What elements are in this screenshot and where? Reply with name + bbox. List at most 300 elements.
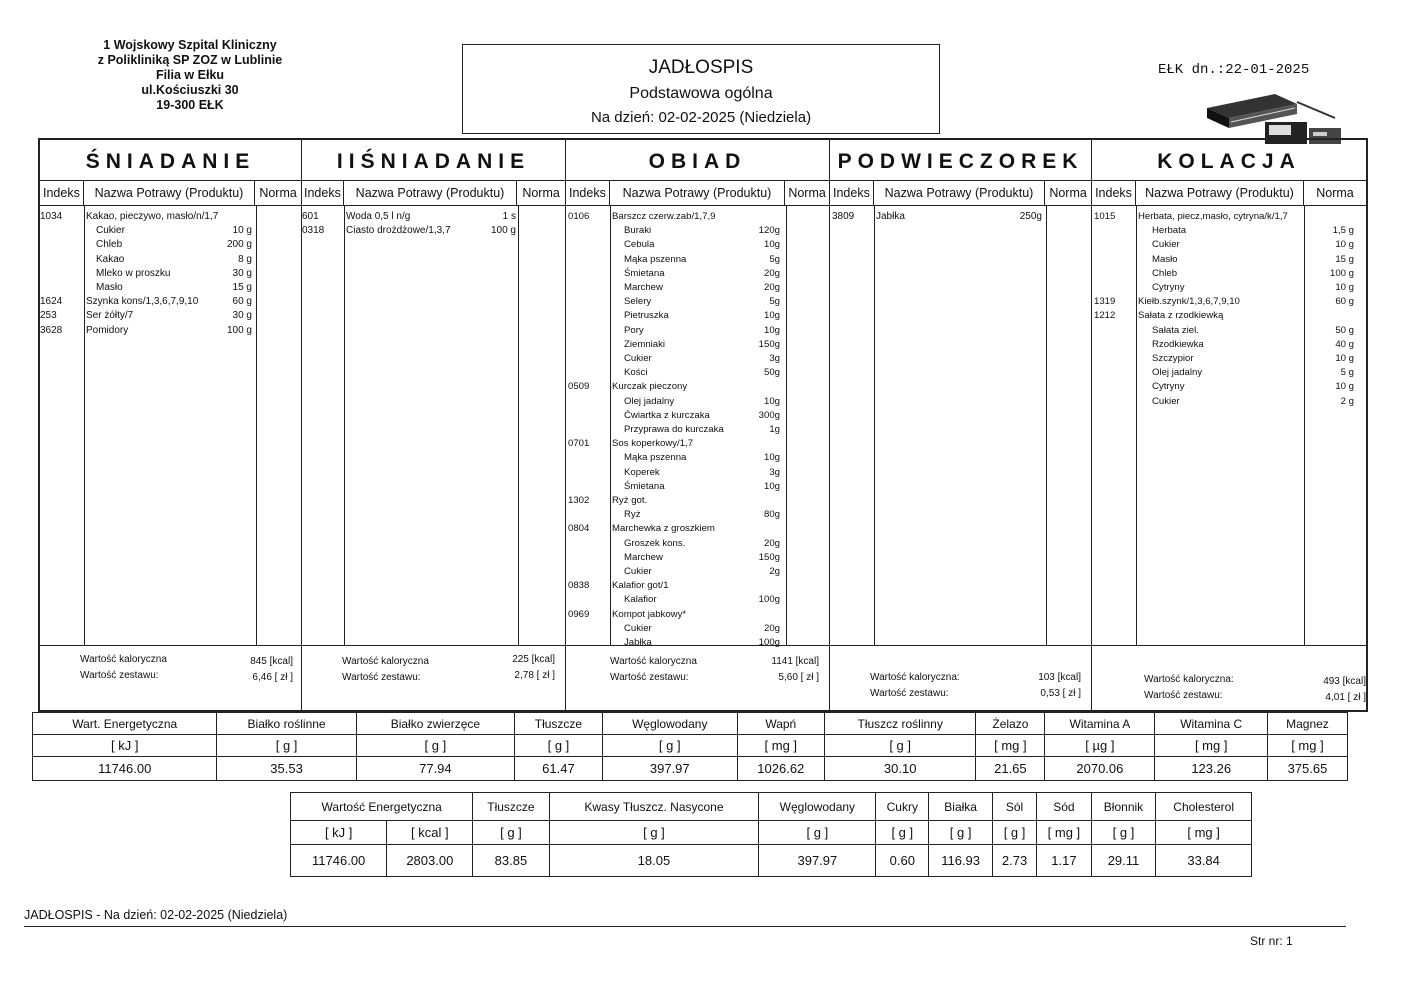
menu-item-row (566, 466, 829, 480)
item-norm: 3g (769, 353, 780, 364)
item-index: 1319 (1094, 296, 1116, 308)
item-index: 0509 (568, 381, 590, 393)
item-norm: 30 g (232, 310, 252, 322)
nutrition-unit-row (291, 821, 1252, 845)
item-norm: 10 g (1335, 353, 1354, 364)
nutrient-value: 11746.00 (33, 757, 217, 781)
nutrient-name: Cukry (876, 793, 929, 821)
item-norm: 250g (1019, 211, 1042, 222)
item-index: 0969 (568, 608, 590, 620)
item-name: Pory (624, 324, 644, 336)
meal-summary (566, 645, 829, 710)
menu-item-row (1092, 352, 1366, 366)
menu-item-row (1092, 295, 1366, 309)
item-norm: 10 g (1335, 381, 1354, 393)
item-index: 3628 (40, 324, 63, 336)
nutrient-name: Witamina A (1045, 713, 1155, 735)
item-name: Kości (624, 367, 648, 379)
item-norm: 5g (769, 296, 780, 308)
item-norm: 8 g (238, 253, 252, 265)
item-name: Ryż got. (612, 495, 648, 506)
item-name: Barszcz czerw.zab/1,7,9 (612, 211, 716, 222)
nutrient-value: 1026.62 (737, 757, 824, 781)
cost-label: Wartość zestawu: (610, 672, 689, 683)
menu-item-row (566, 537, 829, 551)
item-norm: 20g (763, 622, 780, 634)
item-norm: 1,5 g (1332, 225, 1354, 237)
item-norm: 40 g (1335, 338, 1354, 350)
item-name: Herbata (1152, 225, 1187, 237)
meal-title: OBIAD (566, 140, 829, 181)
nutrient-unit: [ g ] (356, 735, 514, 757)
header-index: Indeks (566, 181, 610, 205)
item-name: Kakao (96, 253, 125, 265)
nutrient-unit: [ mg ] (737, 735, 824, 757)
item-norm: 50 g (1335, 324, 1354, 336)
meal-summary (40, 645, 301, 710)
nutrient-name: Białka (929, 793, 993, 821)
cost-label: Wartość zestawu: (80, 670, 159, 681)
meal-title: IIŚNIADANIE (302, 140, 565, 181)
item-name: Sałata ziel. (1152, 324, 1199, 336)
menu-item-row (1092, 253, 1366, 267)
cost-value: 5,60 [ zł ] (778, 672, 819, 683)
item-name: Cebula (624, 239, 655, 251)
item-norm: 5g (769, 253, 780, 265)
menu-item-row (566, 423, 829, 437)
nutrient-unit: [ mg ] (1267, 735, 1347, 757)
nutrient-unit: [ g ] (929, 821, 993, 845)
menu-item-row (566, 494, 829, 508)
nutrient-name: Sód (1037, 793, 1092, 821)
item-norm: 10 g (232, 225, 252, 237)
item-index: 0701 (568, 438, 590, 450)
nutrient-name: Białko zwierzęce (356, 713, 514, 735)
meal-items (566, 206, 829, 646)
item-norm: 30 g (232, 267, 252, 279)
item-name: Kurczak pieczony (612, 381, 688, 393)
column-header-row (40, 181, 301, 206)
column-header-row (1092, 181, 1366, 206)
item-norm: 20g (763, 282, 780, 293)
item-norm: 100 g (490, 225, 516, 237)
nutrition-table-1 (32, 712, 1348, 781)
menu-item-row (1092, 210, 1366, 224)
item-name: Ćwiartka z kurczaka (624, 409, 710, 421)
nutrient-value: 0.60 (876, 845, 929, 877)
item-norm: 20g (763, 537, 780, 549)
cost-value: 4,01 [ zł ] (1325, 692, 1366, 703)
nutrient-value: 397.97 (602, 757, 737, 781)
kcal-value: 103 [kcal] (1038, 672, 1081, 683)
menu-item-row (1092, 395, 1366, 409)
item-name: Cukier (96, 225, 125, 237)
item-norm: 80g (763, 509, 780, 521)
item-index: 0838 (568, 580, 590, 592)
cost-label: Wartość zestawu: (870, 688, 949, 699)
header-index: Indeks (302, 181, 344, 205)
hospital-line: Filia w Ełku (155, 68, 225, 82)
title-box (462, 44, 940, 134)
item-name: Kompot jabkowy* (612, 608, 687, 620)
menu-item-row (1092, 267, 1366, 281)
meal-second-breakfast (302, 140, 566, 710)
menu-item-row (566, 338, 829, 352)
menu-item-row (1092, 366, 1366, 380)
menu-item-row (566, 480, 829, 494)
menu-item-row (40, 324, 301, 338)
item-norm: 5 g (1340, 367, 1354, 379)
item-name: Kakao, pieczywo, masło/n/1,7 (86, 211, 219, 222)
kcal-value: 845 [kcal] (250, 656, 293, 667)
nutrient-value: 2.73 (993, 845, 1037, 877)
nutrient-name: Węglowodany (602, 713, 737, 735)
nutrient-name: Magnez (1267, 713, 1347, 735)
nutrient-name: Cholesterol (1156, 793, 1252, 821)
meal-title: KOLACJA (1092, 140, 1366, 181)
cost-label: Wartość zestawu: (1144, 690, 1223, 701)
menu-item-row (566, 451, 829, 465)
item-index: 0106 (568, 211, 590, 222)
meal-lunch (566, 140, 830, 710)
header-index: Indeks (40, 181, 84, 205)
header-name: Nazwa Potrawy (Produktu) (1136, 181, 1304, 205)
menu-item-row (566, 324, 829, 338)
menu-item-row (1092, 324, 1366, 338)
kcal-value: 493 [kcal] (1323, 676, 1366, 687)
kcal-label: Wartość kaloryczna (342, 656, 429, 667)
item-norm: 10g (763, 395, 780, 407)
kcal-value: 1141 [kcal] (771, 656, 819, 667)
menu-item-row (566, 522, 829, 536)
menu-item-row (566, 253, 829, 267)
item-name: Cytryny (1152, 282, 1185, 293)
item-name: Selery (624, 296, 652, 308)
column-header-row (566, 181, 829, 206)
menu-item-row (40, 210, 301, 224)
item-name: Herbata, piecz,masło, cytryna/k/1,7 (1138, 211, 1288, 222)
nutrition-table-2 (290, 792, 1252, 877)
kcal-label: Wartość kaloryczna: (870, 672, 960, 683)
nutrient-unit: [ g ] (759, 821, 876, 845)
item-name: Przyprawa do kurczaka (624, 424, 724, 435)
kcal-label: Wartość kaloryczna (610, 656, 697, 667)
nutrient-unit: [ g ] (876, 821, 929, 845)
menu-item-row (1092, 380, 1366, 394)
menu-item-row (1092, 238, 1366, 252)
item-name: Jabłka (624, 637, 652, 648)
nutrient-unit: [ mg ] (976, 735, 1045, 757)
menu-item-row (40, 295, 301, 309)
header-index: Indeks (830, 181, 874, 205)
item-norm: 10 g (1335, 282, 1354, 293)
nutrient-unit: [ g ] (993, 821, 1037, 845)
nutrient-value: 116.93 (929, 845, 993, 877)
meal-items (830, 206, 1091, 646)
item-name: Śmietana (624, 267, 665, 279)
menu-item-row (566, 380, 829, 394)
item-index: 253 (40, 310, 57, 322)
nutrient-value: 2070.06 (1045, 757, 1155, 781)
item-norm: 1 s (502, 211, 516, 222)
item-norm: 15 g (232, 282, 252, 293)
nutrient-unit: [ g ] (1091, 821, 1156, 845)
menu-grid (38, 138, 1368, 712)
nutrient-name: Wapń (737, 713, 824, 735)
item-index: 0804 (568, 523, 590, 535)
item-name: Cukier (1152, 395, 1180, 407)
nutrient-value: 1.17 (1037, 845, 1092, 877)
item-name: Chleb (96, 239, 123, 251)
nutrient-value: 83.85 (473, 845, 549, 877)
nutrient-name: Tłuszcze (515, 713, 603, 735)
item-norm: 100 g (226, 324, 252, 336)
menu-item-row (40, 281, 301, 295)
menu-item-row (566, 352, 829, 366)
item-norm: 60 g (232, 296, 252, 308)
item-name: Sałata z rzodkiewką (1138, 310, 1224, 322)
cost-value: 2,78 [ zł ] (514, 670, 555, 681)
item-norm: 2g (769, 566, 780, 577)
meal-title: ŚNIADANIE (40, 140, 301, 181)
item-name: Marchew (624, 282, 663, 293)
menu-item-row (1092, 281, 1366, 295)
item-norm: 60 g (1335, 296, 1354, 308)
item-index: 3809 (832, 211, 855, 222)
menu-date: Na dzień: 02-02-2025 (Niedziela) (590, 109, 812, 126)
item-index: 1624 (40, 296, 63, 308)
menu-item-row (1092, 224, 1366, 238)
item-norm: 10g (763, 239, 780, 251)
meal-title: PODWIECZOREK (830, 140, 1091, 181)
city-date: EŁK dn.:22-01-2025 (1158, 62, 1310, 78)
item-norm: 100 g (1329, 267, 1354, 279)
item-name: Szynka kons/1,3,6,7,9,10 (86, 296, 199, 308)
menu-item-row (566, 593, 829, 607)
header-index: Indeks (1092, 181, 1136, 205)
menu-item-row (40, 267, 301, 281)
nutrient-name: Kwasy Tłuszcz. Nasycone (549, 793, 759, 821)
item-name: Koperek (624, 466, 660, 478)
nutrient-name: Wart. Energetyczna (33, 713, 217, 735)
menu-item-row (566, 437, 829, 451)
column-header-row (830, 181, 1091, 206)
nutrient-name: Sól (993, 793, 1037, 821)
item-norm: 300g (758, 409, 780, 421)
item-name: Cukier (624, 353, 652, 364)
item-name: Masło (1152, 253, 1178, 265)
item-name: Ciasto drożdżowe/1,3,7 (346, 225, 451, 237)
item-name: Chleb (1152, 267, 1178, 279)
menu-item-row (566, 210, 829, 224)
item-name: Kiełb.szynk/1,3,6,7,9,10 (1138, 296, 1240, 308)
meal-summary (1092, 645, 1366, 710)
meal-afternoon-snack (830, 140, 1092, 710)
item-name: Woda 0,5 l n/g (346, 211, 411, 222)
item-norm: 120g (758, 225, 780, 237)
page-title: JADŁOSPIS (648, 57, 754, 78)
item-name: Cukier (624, 622, 652, 634)
item-name: Kalafior (624, 594, 657, 606)
nutrient-value: 77.94 (356, 757, 514, 781)
menu-item-row (40, 309, 301, 323)
nutrient-name: Wartość Energetyczna (291, 793, 473, 821)
item-name: Sos koperkowy/1,7 (612, 438, 694, 450)
nutrient-value: 35.53 (217, 757, 356, 781)
nutrient-name: Błonnik (1091, 793, 1156, 821)
page-footer-text: JADŁOSPIS - Na dzień: 02-02-2025 (Niedziela) (24, 908, 288, 922)
kcal-value: 225 [kcal] (512, 654, 555, 665)
item-name: Rzodkiewka (1152, 338, 1204, 350)
nutrient-unit: [ g ] (473, 821, 549, 845)
menu-item-row (566, 309, 829, 323)
menu-item-row (566, 366, 829, 380)
item-norm: 2 g (1340, 395, 1354, 407)
cost-value: 6,46 [ zł ] (252, 672, 293, 683)
meal-summary (302, 645, 565, 710)
header-name: Nazwa Potrawy (Produktu) (874, 181, 1045, 205)
nutrient-unit: [ g ] (515, 735, 603, 757)
item-name: Kalafior got/1 (612, 580, 669, 592)
nutrient-name: Białko roślinne (217, 713, 356, 735)
menu-item-row (566, 608, 829, 622)
meal-summary (830, 645, 1091, 710)
menu-item-row (566, 224, 829, 238)
hospital-line: ul.Kościuszki 30 (141, 83, 239, 97)
item-norm: 150g (758, 338, 780, 350)
nutrient-unit: [ kJ ] (33, 735, 217, 757)
item-name: Cukier (624, 566, 652, 577)
header-norm: Norma (788, 186, 826, 200)
nutrient-value: 123.26 (1155, 757, 1267, 781)
menu-item-row (1092, 338, 1366, 352)
item-index: 1015 (1094, 211, 1116, 222)
menu-item-row (566, 409, 829, 423)
item-norm: 150g (758, 551, 780, 563)
nutrition-unit-row (33, 735, 1348, 757)
nutrition-value-row (291, 845, 1252, 877)
menu-item-row (40, 238, 301, 252)
hospital-address (70, 38, 310, 113)
item-name: Ryż (624, 509, 641, 521)
meal-items (40, 206, 301, 646)
item-norm: 100g (758, 637, 780, 648)
item-name: Ziemniaki (624, 338, 666, 350)
page-subtitle: Podstawowa ogólna (629, 85, 773, 102)
page-number: Str nr: 1 (1250, 934, 1293, 948)
item-index: 601 (302, 211, 319, 222)
header-name: Nazwa Potrawy (Produktu) (344, 181, 517, 205)
item-norm: 1g (769, 424, 780, 435)
menu-item-row (566, 295, 829, 309)
nutrient-unit: [ µg ] (1045, 735, 1155, 757)
item-name: Marchewka z groszkiem (612, 523, 715, 535)
meal-dinner (1092, 140, 1366, 710)
nutrient-value: 30.10 (824, 757, 976, 781)
item-name: Mąka pszenna (624, 452, 687, 464)
header-norm: Norma (522, 186, 560, 200)
item-index: 1034 (40, 211, 63, 222)
nutrient-unit: [ kcal ] (387, 821, 473, 845)
cost-label: Wartość zestawu: (342, 672, 421, 683)
header-name: Nazwa Potrawy (Produktu) (610, 181, 785, 205)
menu-item-row (566, 508, 829, 522)
item-norm: 10g (763, 324, 780, 336)
item-norm: 10g (763, 480, 780, 492)
item-norm: 20g (763, 267, 780, 279)
nutrition-value-row (33, 757, 1348, 781)
item-name: Buraki (624, 225, 652, 237)
column-header-row (302, 181, 565, 206)
item-name: Olej jadalny (624, 395, 675, 407)
item-name: Olej jadalny (1152, 367, 1203, 379)
hospital-line: 1 Wojskowy Szpital Kliniczny (103, 38, 277, 52)
menu-item-row (566, 395, 829, 409)
menu-item-row (566, 565, 829, 579)
meal-items (1092, 206, 1366, 646)
nutrient-name: Węglowodany (759, 793, 876, 821)
menu-item-row (566, 551, 829, 565)
meal-breakfast (40, 140, 302, 710)
menu-item-row (302, 210, 565, 224)
item-name: Cytryny (1152, 381, 1185, 393)
item-norm: 10 g (1335, 239, 1354, 251)
nutrient-name: Witamina C (1155, 713, 1267, 735)
item-name: Jabłka (876, 211, 905, 222)
nutrient-unit: [ mg ] (1155, 735, 1267, 757)
item-norm: 100g (758, 594, 780, 606)
nutrient-unit: [ kJ ] (291, 821, 387, 845)
nutrient-unit: [ mg ] (1156, 821, 1252, 845)
meal-items (302, 206, 565, 646)
nutrient-unit: [ g ] (824, 735, 976, 757)
nutrient-value: 2803.00 (387, 845, 473, 877)
nutrition-header-row (33, 713, 1348, 735)
item-norm: 3g (769, 466, 780, 478)
item-name: Mąka pszenna (624, 253, 687, 265)
item-index: 0318 (302, 225, 325, 237)
item-name: Mleko w proszku (96, 267, 171, 279)
nutrient-value: 18.05 (549, 845, 759, 877)
nutrient-unit: [ mg ] (1037, 821, 1092, 845)
nutrition-header-row (291, 793, 1252, 821)
header-norm: Norma (1316, 186, 1354, 200)
menu-item-row (566, 622, 829, 636)
menu-item-row (302, 224, 565, 238)
kcal-label: Wartość kaloryczna (80, 654, 167, 665)
nutrient-value: 61.47 (515, 757, 603, 781)
item-index: 1212 (1094, 310, 1116, 322)
menu-item-row (566, 238, 829, 252)
nutrient-value: 29.11 (1091, 845, 1156, 877)
nutrient-value: 21.65 (976, 757, 1045, 781)
footer-divider (24, 926, 1346, 927)
item-name: Marchew (624, 551, 663, 563)
item-name: Szczypior (1152, 353, 1194, 364)
item-name: Ser żółty/7 (86, 310, 134, 322)
menu-item-row (566, 579, 829, 593)
nutrient-value: 33.84 (1156, 845, 1252, 877)
item-norm: 50g (763, 367, 780, 379)
item-index: 1302 (568, 495, 590, 506)
item-name: Pomidory (86, 324, 129, 336)
menu-item-row (1092, 309, 1366, 323)
kcal-label: Wartość kaloryczna: (1144, 674, 1234, 685)
nutrient-value: 375.65 (1267, 757, 1347, 781)
nutrient-unit: [ g ] (217, 735, 356, 757)
nutrient-value: 11746.00 (291, 845, 387, 877)
nutrient-unit: [ g ] (602, 735, 737, 757)
